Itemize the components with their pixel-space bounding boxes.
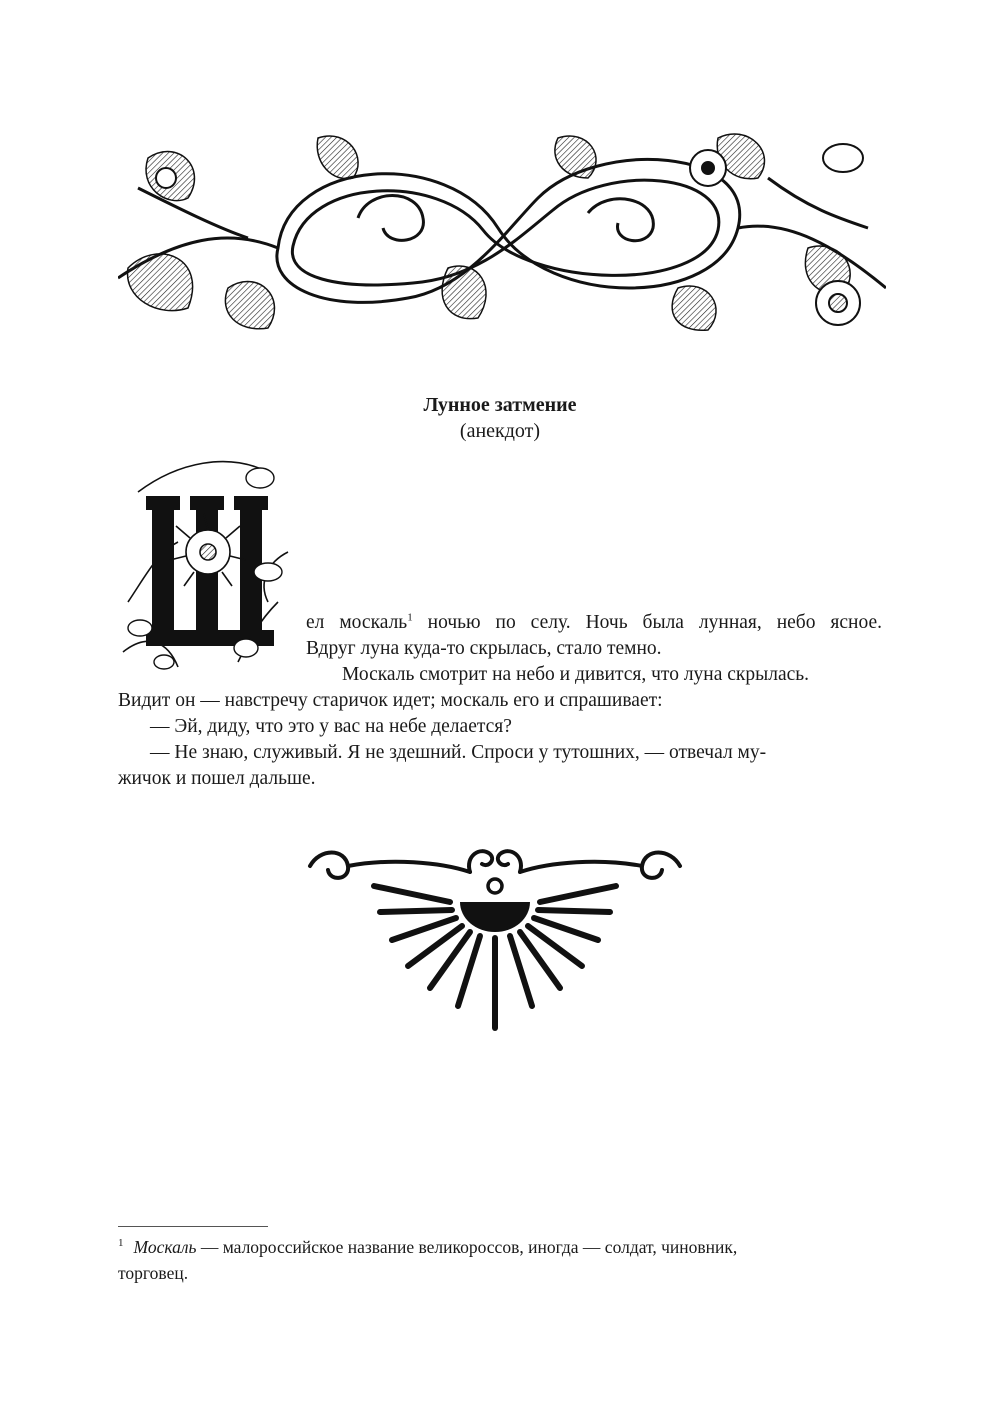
footnote-line-1 [118, 1234, 882, 1260]
title-block [0, 392, 1000, 444]
story-line-5: — Эй, диду, что это у вас на небе делается? [150, 716, 512, 737]
sunburst-tailpiece-ornament [300, 838, 690, 1038]
story-title: Лунное затмение [423, 394, 577, 416]
footnote-rule [118, 1226, 268, 1227]
story-line-2: Вдруг луна куда-то скрылась, стало темно. [306, 638, 662, 659]
floral-initial-letter [118, 452, 300, 674]
dropcap-letter: Ш [118, 452, 120, 453]
floral-headpiece-ornament [118, 118, 886, 338]
footnote-term: Москаль [133, 1237, 197, 1257]
story-line-6: — Не знаю, служивый. Я не здешний. Спроси у тутошних, — отвечал му- [150, 742, 767, 763]
story-subtitle: (анекдот) [459, 420, 541, 442]
footnote-text: — малороссийское название великороссов, иногда — солдат, чиновник, [196, 1237, 738, 1257]
story-line-1: ел москаль$^1$ ночью по селу. Ночь была лунная, небо ясное. [306, 611, 883, 633]
footnote-number: 1 [118, 1237, 124, 1250]
story-line-3: Москаль смотрит на небо и дивится, что луна скрылась. [342, 664, 810, 685]
footnote-ref[interactable]: 1 [407, 611, 413, 624]
story-line-7: жичок и пошел дальше. [118, 768, 316, 789]
footnote-line-2: торговец. [118, 1263, 189, 1283]
story-line-4: Видит он — навстречу старичок идет; москаль его и спрашивает: [118, 690, 663, 711]
